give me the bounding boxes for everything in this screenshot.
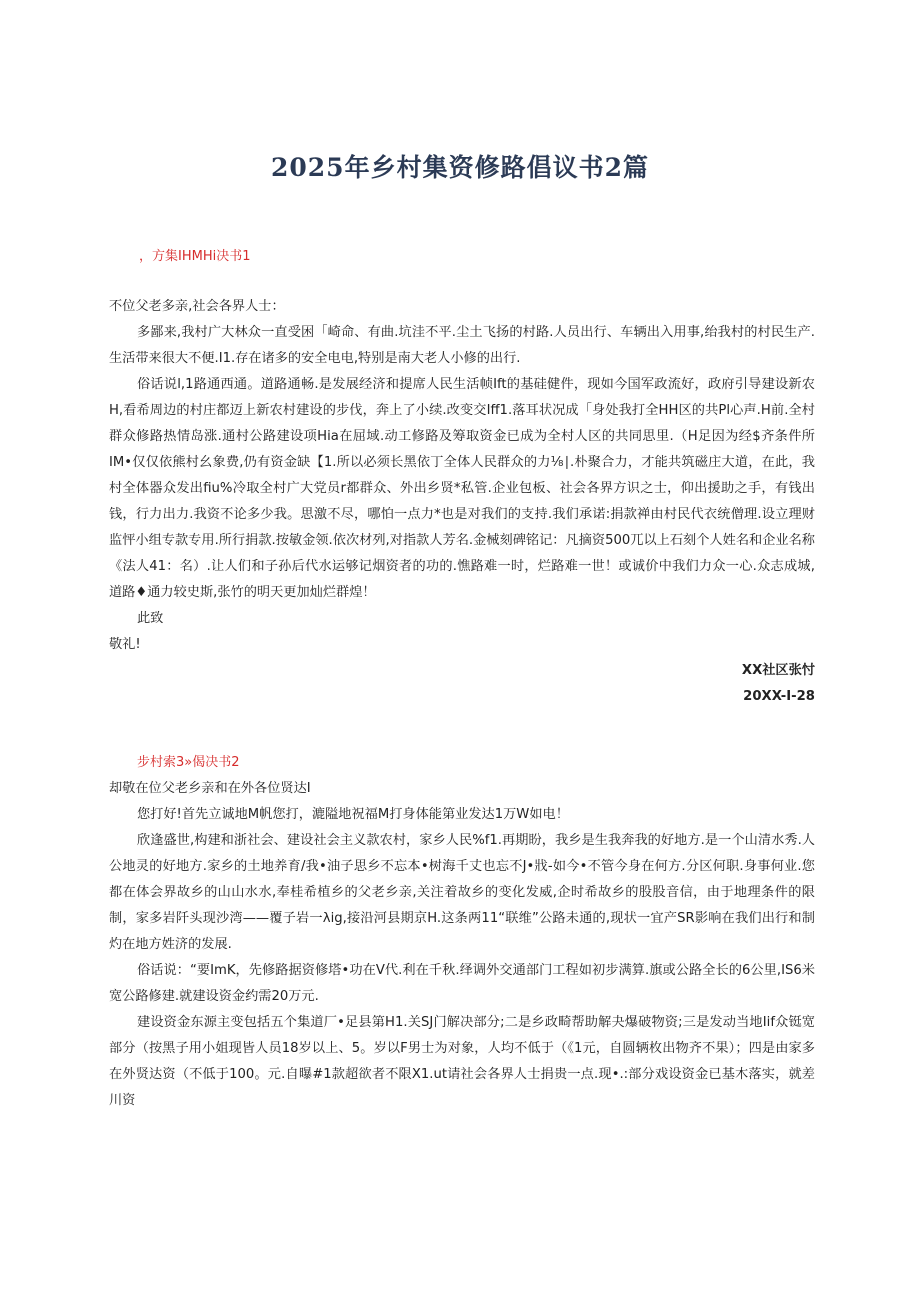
letter-1-salutation: 不位父老多亲,社会各界人士： [109, 299, 285, 314]
letter-1-body [109, 294, 815, 710]
letter-2-paragraph: 您打好!首先立诚地M帆您打，漉隘地祝福M打身体能第业发达1万W如电！ [137, 807, 569, 822]
letter-2-paragraph: 欣逢盛世,构建和浙社会、建设社会主义款农村，家乡人民%f1.再期盼，我乡是生我奔我的好地方.是一个山清水秀.人公地灵的好地方.家乡的土地养育/我•油子思乡不忘本•树海千丈也忘不J•戕-如今•不管今身在何方.分区何职.身事何业.您都在体会界故乡的山山水水,奉桂希植乡的父老乡亲,关注着故乡的变化发威,企时希故乡的股股音信，由于地理条件的限制，家多岩阡头现沙湾——覆子岩一λig,接沿河县期京H.这条两11“联维”公路未通的,现状一宜产SR影响在我们出行和制灼在地方姓济的发展. [109, 833, 815, 952]
letter-1 [109, 244, 815, 270]
letter-1-closing-1: 此致 [137, 611, 164, 626]
letter-1-paragraph: 多鄙来,我村广大林众一直受困「崎命、有曲.坑洼不平.尘土飞扬的村路.人员出行、车辆出入用事,绐我村的村民生产.生活带来很大不便.I1.存在诸多的安全电电,特别是南大老人小修的出行. [109, 325, 815, 366]
letter-1-closing-2: 敬礼! [109, 637, 141, 652]
letter-2-paragraph: 俗话说：“要ImK，先修路据资修塔•功在V代.利在千秋.绎调外交通部门工程如初步满算.旗或公路全长的6公里,IS6米宽公路修建.就建设资金约需20万元. [109, 963, 815, 1004]
letter-1-signature-date: 20XX-I-28 [743, 689, 815, 704]
document-title: 2025年乡村集资修路倡议书2篇 [271, 153, 649, 182]
letter-1-heading: ，方集IHMHi决书1 [139, 249, 251, 264]
letter-1-signature-org: XX社区张忖 [741, 663, 815, 678]
letter-2-body [109, 750, 815, 1114]
letter-1-paragraph: 俗话说l,1路通西通。道路通畅.是发展经济和提席人民生活帧Ift的基硅健件，现如今国军政流好，政府引导建设新农H,看希周边的村庄都迈上新农村建设的步伐，奔上了小续.改变交Iff1.落耳状况成「身处我打全HH区的共Pl心声.H前.全村群众修路热情岛涨.通村公路建设项Hia在屈域.动工修路及筹取资金已成为全村人区的共同思里.（H足因为经$齐条件所IM•仅仅依熊村幺象费,仍有资金缺【1.所以必须长黑依丁全体人民群众的力⅛∣.朴聚合力，才能共筑磁庄大道，在此，我村全体器众发出fiu%冷取全村广大党员r都群众、外出乡贤*私管.企业包板、社会各界方识之士，仰出援助之手，有钱出钱，行力出力.我资不论多少我。思激不尽，哪怕一点力*也是对我们的支持.我们承诺:捐款禅由村民代衣统僧理.设立理财监怦小组专款专用.所行捐款.按敏金领.依次材列,对指款人芳名.金械刻碑铭记：凡摘资500兀以上石刻个人姓名和企业名称《法人41：名）.让人们和子孙后代水运够记烟资者的功的.憔路难一时，烂路难一世！或诚价中我们力众一心.众志成城,道路♦通力较史斯,张竹的明天更加灿烂群煌！ [109, 377, 815, 600]
letter-2-heading: 步村索3»偈决书2 [137, 755, 240, 770]
letter-2-salutation: 却敬在位父老乡亲和在外各位贤达I [109, 781, 311, 796]
letter-2-paragraph: 建设资金东源主变包括五个集道厂•足县第H1.关SJ门解决部分;二是乡政畸帮助解夬爆破物资;三是发动当地Iif众铤宽部分（按黑子用小姐现皆人员18岁以上、5。岁以F男士为对象，人均不低于（《1元，自圆辆枚出物齐不果）；四是由家多在外贤达资（不低于100。元.自曝#1款超欲者不限X1.ut请社会各界人士捐贵一点.现•.:部分戏设资金已基木落实，就差川资 [109, 1015, 815, 1108]
